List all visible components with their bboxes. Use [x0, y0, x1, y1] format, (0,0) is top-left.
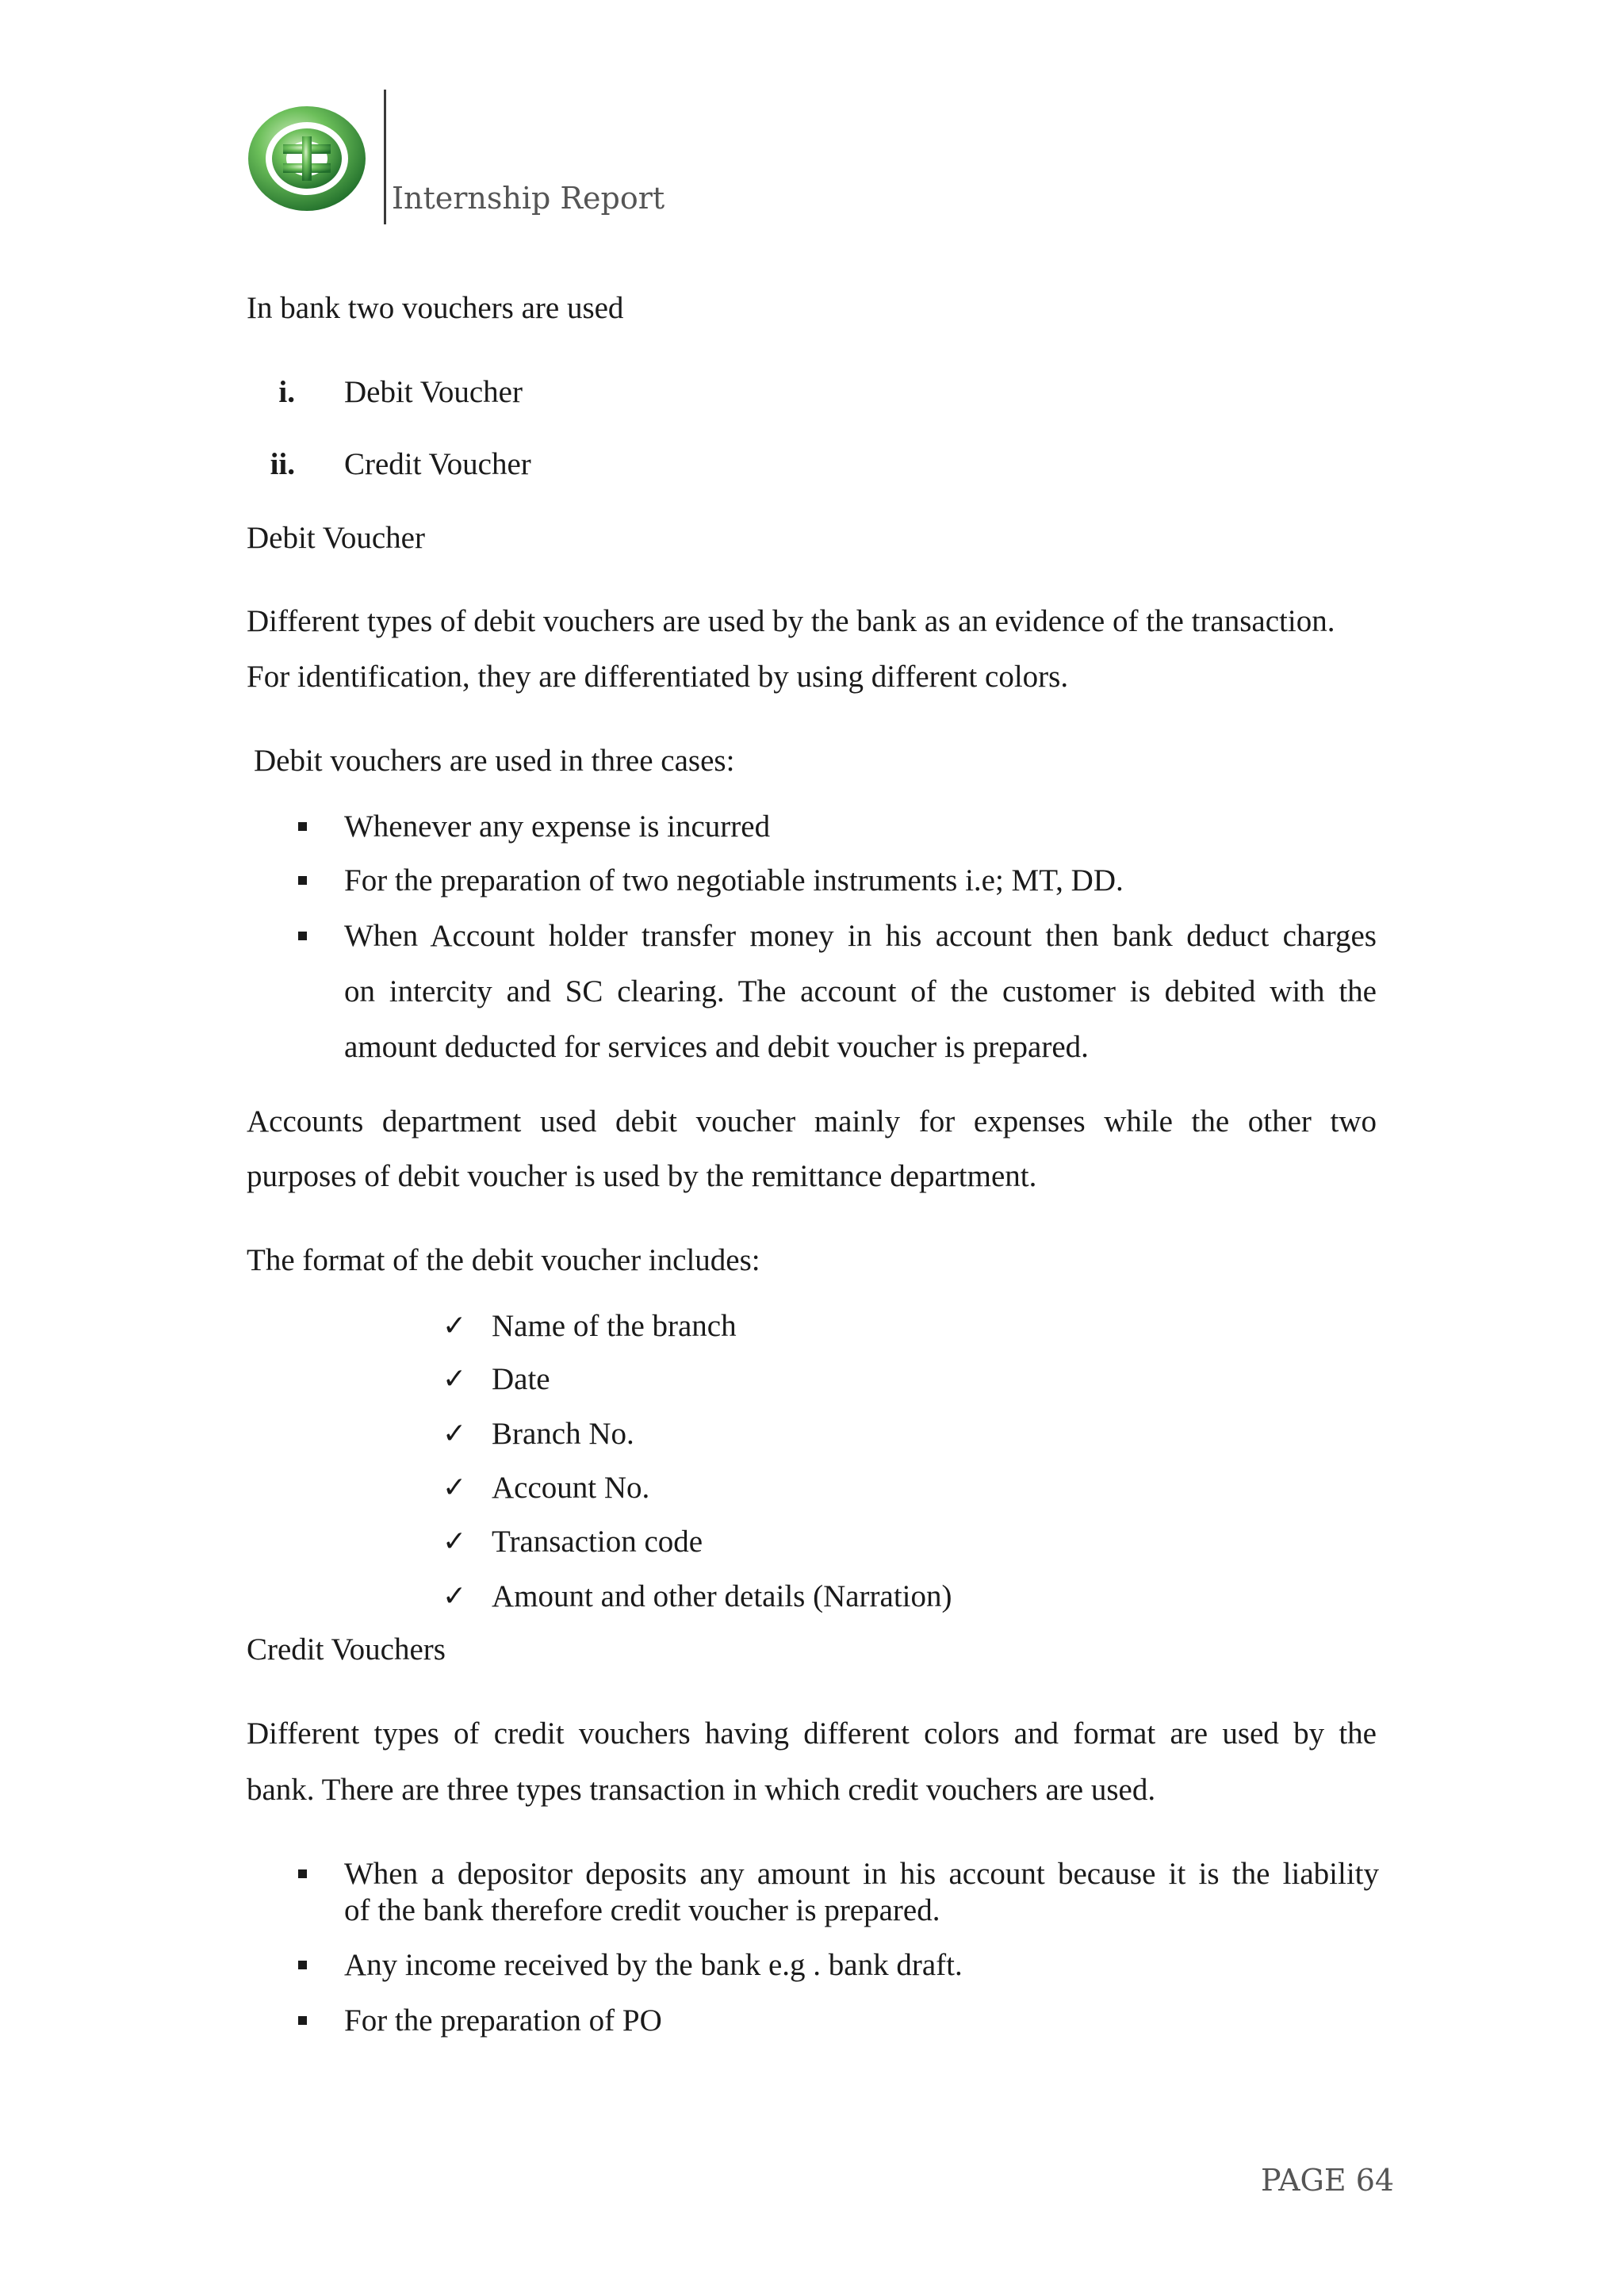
paragraph-line: bank. There are three types transaction in which credit vouchers are used. [247, 1773, 1156, 1807]
format-item: Date [492, 1362, 550, 1396]
format-item: Name of the branch [492, 1309, 737, 1343]
section-heading: Credit Vouchers [247, 1632, 446, 1667]
list-item: For the preparation of two negotiable instruments i.e; MT, DD. [344, 863, 1124, 897]
list-item-line: When Account holder transfer money in his account then bank deduct charges [344, 919, 1377, 953]
check-icon: ✓ [442, 1580, 467, 1613]
square-bullet-icon [298, 1869, 307, 1878]
format-item: Transaction code [492, 1525, 703, 1559]
intro-text: In bank two vouchers are used [247, 291, 624, 325]
square-bullet-icon [298, 822, 307, 831]
square-bullet-icon [298, 932, 307, 940]
list-item-line: When a depositor deposits any amount in his account because it is the liability [344, 1857, 1379, 1891]
paragraph-line: purposes of debit voucher is used by the remittance department. [247, 1159, 1037, 1193]
list-item: Credit Voucher [344, 447, 531, 481]
list-item: Whenever any expense is incurred [344, 809, 771, 844]
page-number: PAGE 64 [1261, 2163, 1395, 2198]
header-divider [384, 90, 386, 224]
cases-intro: Debit vouchers are used in three cases: [254, 744, 735, 778]
paragraph-line: Accounts department used debit voucher mainly for expenses while the other two [247, 1104, 1377, 1138]
list-item: For the preparation of PO [344, 2003, 662, 2038]
list-item: Any income received by the bank e.g . bank draft. [344, 1948, 963, 1982]
check-icon: ✓ [442, 1418, 467, 1450]
section-heading: Debit Voucher [247, 521, 425, 555]
report-title: Internship Report [392, 181, 665, 216]
format-intro: The format of the debit voucher includes: [247, 1243, 760, 1277]
square-bullet-icon [298, 1961, 307, 1969]
format-item: Account No. [492, 1471, 650, 1505]
list-marker: i. [278, 375, 295, 409]
square-bullet-icon [298, 2016, 307, 2025]
list-item-line: of the bank therefore credit voucher is prepared. [344, 1893, 940, 1927]
check-icon: ✓ [442, 1525, 467, 1558]
format-item: Amount and other details (Narration) [492, 1579, 952, 1613]
list-item-line: on intercity and SC clearing. The account of the customer is debited with the [344, 974, 1377, 1008]
check-icon: ✓ [442, 1471, 467, 1504]
list-item: Debit Voucher [344, 375, 523, 409]
paragraph-line: For identification, they are differentiated by using different colors. [247, 660, 1069, 694]
check-icon: ✓ [442, 1310, 467, 1342]
list-marker: ii. [270, 447, 295, 481]
square-bullet-icon [298, 876, 307, 885]
format-item: Branch No. [492, 1417, 634, 1451]
check-icon: ✓ [442, 1363, 467, 1395]
paragraph-line: Different types of credit vouchers having different colors and format are used by the [247, 1716, 1377, 1751]
list-item-line: amount deducted for services and debit voucher is prepared. [344, 1030, 1089, 1064]
paragraph-line: Different types of debit vouchers are used by the bank as an evidence of the transaction. [247, 604, 1335, 638]
bank-logo-icon [242, 97, 377, 216]
